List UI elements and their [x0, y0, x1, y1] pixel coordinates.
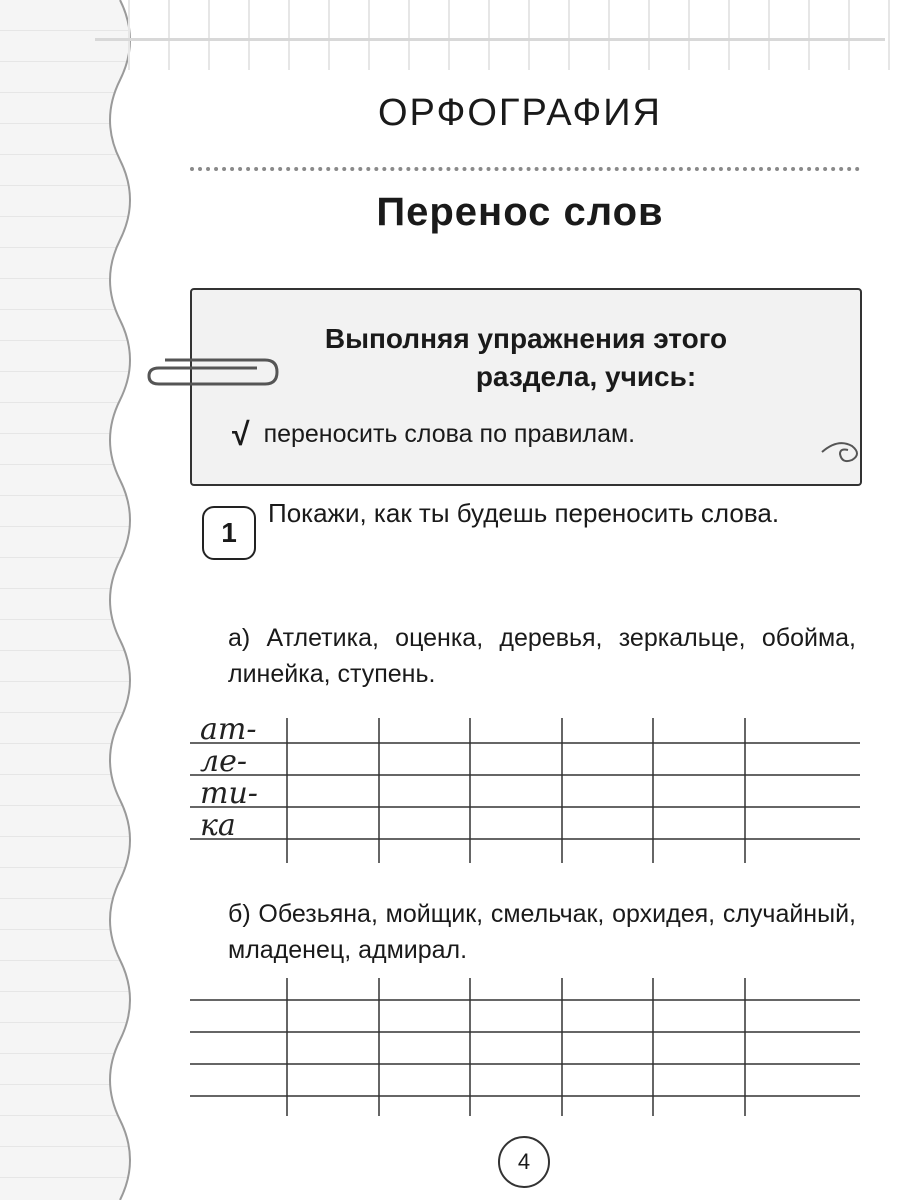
writing-grid-a[interactable] [190, 718, 860, 863]
example-syllable-3: ти- [200, 776, 258, 811]
goals-heading-line1: Выполняя упражнения этого [324, 323, 728, 354]
subtask-a-words: а) Атлетика, оценка, деревья, зеркальце, обойма, линейка, ступень. [228, 624, 856, 688]
task-instruction: Покажи, как ты будешь переносить слова. [268, 498, 780, 528]
writing-grid-b[interactable] [190, 978, 860, 1116]
goal-item-text: переносить слова по правилам. [263, 419, 636, 448]
example-syllable-1: ат- [200, 712, 257, 747]
subtask-b-words: б) Обезьяна, мойщик, смельчак, орхидея, случайный, младенец, адмирал. [228, 900, 856, 964]
topic-title: Перенос слов [376, 190, 664, 234]
learning-goals-box [190, 288, 862, 486]
goals-heading-line2: раздела, учись: [475, 361, 697, 392]
scroll-curl-icon [818, 432, 868, 472]
goal-item [232, 418, 635, 450]
example-syllable-2: ле- [200, 744, 247, 779]
section-title: ОРФОГРАФИЯ [377, 92, 663, 134]
paperclip-icon [145, 352, 285, 392]
top-decoration [90, 0, 900, 70]
page-number: 4 [498, 1136, 550, 1188]
checkmark-icon: √ [232, 416, 250, 452]
goals-heading [192, 320, 860, 396]
dotted-divider [190, 167, 860, 171]
task-number-badge: 1 [202, 506, 256, 560]
example-syllable-4: ка [200, 808, 236, 843]
top-decoration-line [95, 38, 885, 41]
wavy-margin-edge [0, 0, 150, 1200]
